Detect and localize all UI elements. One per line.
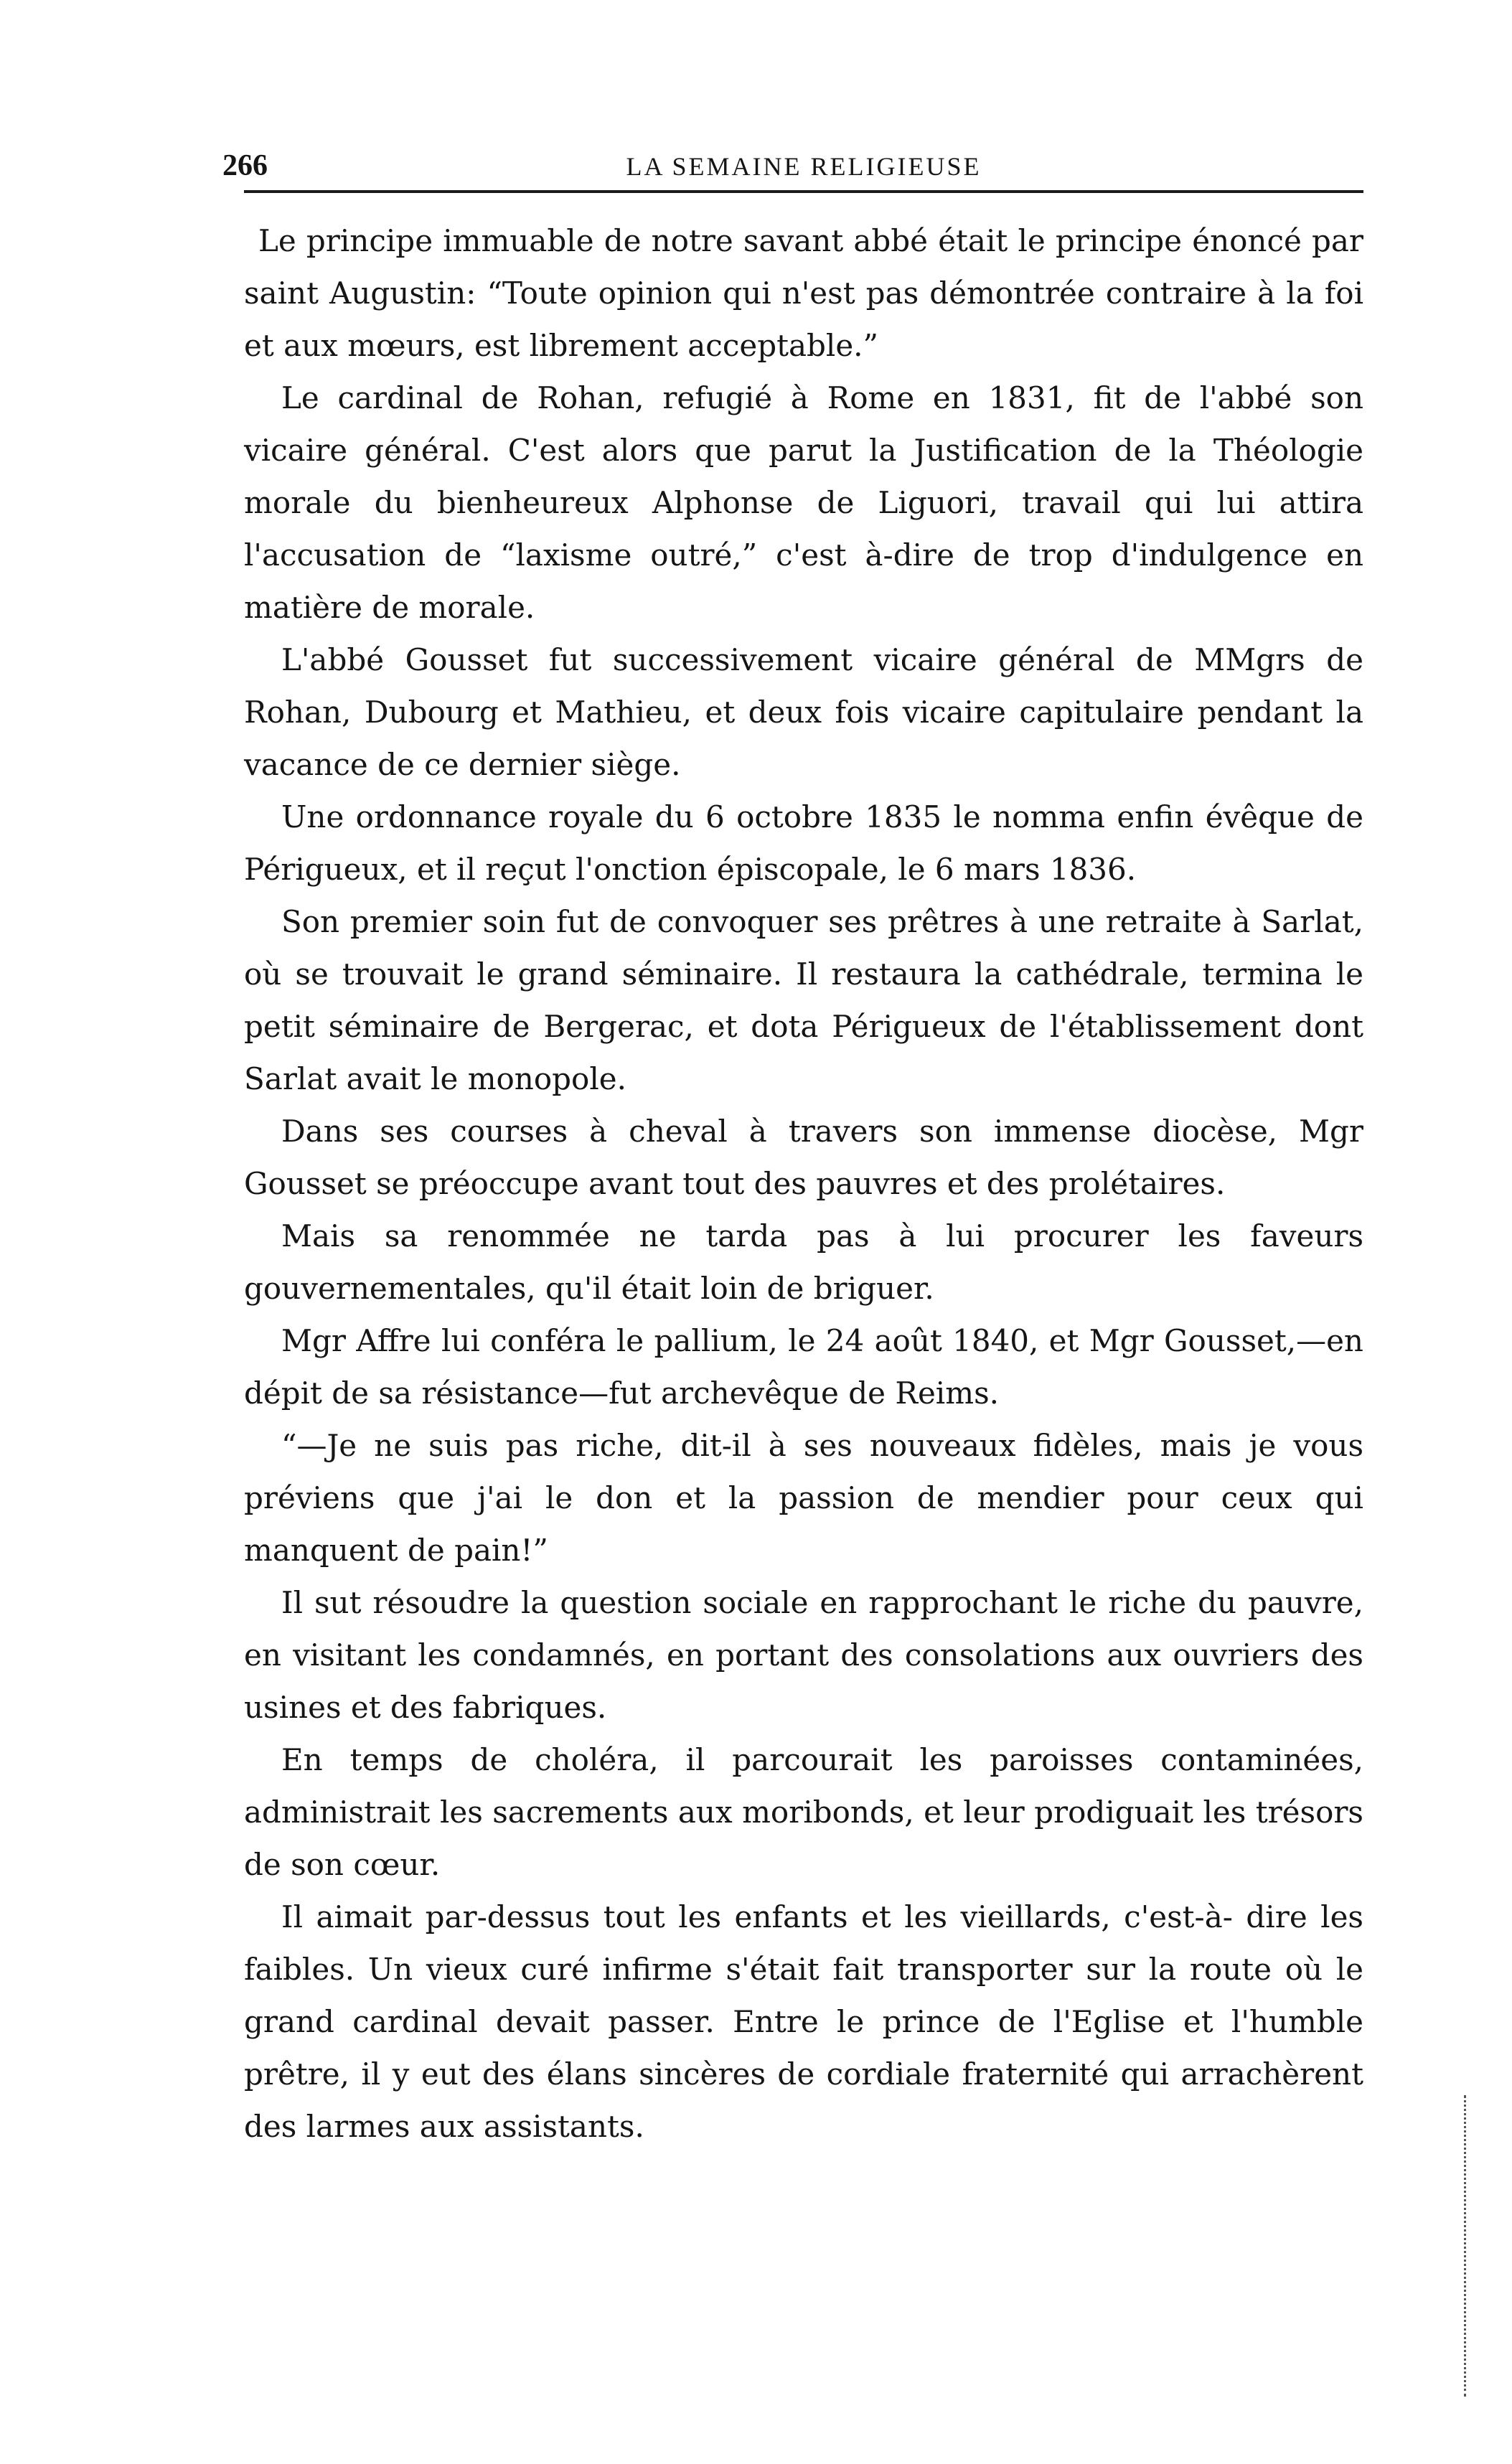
running-title: LA SEMAINE RELIGIEUSE: [626, 152, 982, 181]
text-line: Gousset,—en dépit de sa résistance—fut archevêque de Reims.: [244, 1323, 1363, 1411]
text-line: de l'Eglise et l'humble prêtre, il y eut des élans sincères de: [244, 2004, 1363, 2092]
text-line: les trésors de son cœur.: [244, 1795, 1363, 1882]
text-line: son vicaire général. C'est alors que parut la Justification de la: [244, 380, 1363, 468]
text-line: à Sarlat, où se trouvait le grand séminaire. Il restaura la: [244, 904, 1363, 992]
paragraph: [244, 634, 1363, 791]
paragraph: [244, 1210, 1363, 1315]
text-line: L'abbé Gousset fut successivement vicaire général de MMgrs: [281, 642, 1305, 677]
text-line: Il aimait par-dessus tout les enfants et les vieillards, c'est-à-: [281, 1899, 1233, 1934]
text-line: En temps de choléra, il parcourait les paroisses contaminées,: [281, 1742, 1363, 1777]
paragraph: [244, 1734, 1363, 1891]
text-line: énoncé par saint Augustin: “Toute opinion qui n'est pas: [244, 223, 1364, 311]
text-line: Mais sa renommée ne tarda pas à lui procurer les faveurs: [281, 1218, 1363, 1254]
text-line: Périgueux de l'établissement dont Sarlat avait le monopole.: [244, 1009, 1363, 1096]
text-line: aux ouvriers des usines et des fabriques.: [244, 1637, 1363, 1725]
text-line: administrait les sacrements aux moribonds, et leur prodiguait: [244, 1795, 1193, 1830]
text-line: gouvernementales, qu'il était loin de briguer.: [244, 1271, 934, 1306]
text-line: prolétaires.: [1048, 1166, 1226, 1201]
body-text: [244, 215, 1363, 2153]
paragraph: [244, 372, 1363, 634]
text-line: cordiale fraternité qui arrachèrent des larmes aux assistants.: [244, 2056, 1363, 2144]
text-line: mars 1836.: [964, 852, 1137, 887]
scan-edge-mark: [1464, 2095, 1469, 2397]
text-line: Une ordonnance royale du 6 octobre 1835 le nomma enfin: [281, 799, 1194, 834]
text-line: Mgr Affre lui conféra le pallium, le 24 août 1840, et Mgr: [281, 1323, 1154, 1358]
text-line: Il sut résoudre la question sociale en rapprochant le riche du: [281, 1585, 1237, 1620]
paragraph: [244, 791, 1363, 895]
running-head: [222, 147, 1363, 193]
paragraph: [244, 1315, 1363, 1419]
text-line: de trop d'indulgence en matière de morale.: [244, 537, 1364, 625]
text-line: pendant la vacance de ce dernier siège.: [244, 695, 1363, 782]
text-line: acceptable.”: [687, 328, 878, 363]
document-page: [222, 147, 1364, 2153]
text-line: sur la route où le grand cardinal devait passer. Entre le prince: [244, 1952, 1364, 2039]
paragraph: [244, 895, 1363, 1105]
text-line: ceux qui manquent de pain!”: [244, 1480, 1363, 1568]
text-line: pauvre, en visitant les condamnés, en portant des consolations: [244, 1585, 1363, 1673]
paragraph: [244, 1419, 1363, 1576]
text-line: Théologie morale du bienheureux Alphonse de Liguori, travail qui lui attira l'accusation de “laxisme outré,” c'est à-dire: [244, 433, 1364, 573]
paragraph: [244, 1105, 1363, 1210]
paragraph: [244, 1891, 1363, 2153]
text-line: Dans ses courses à cheval à travers son immense diocèse,: [281, 1114, 1278, 1149]
text-line: de Rohan, Dubourg et Mathieu, et deux fois vicaire capitulaire: [244, 642, 1364, 730]
text-line: cathédrale, termina le petit séminaire de Bergerac, et dota: [244, 956, 1363, 1044]
text-line: Le cardinal de Rohan, refugié à Rome en 1831, fit de l'abbé: [281, 380, 1292, 415]
text-line: évêque de Périgueux, et il reçut l'onction épiscopale, le 6: [244, 799, 1363, 887]
paragraph: [244, 1576, 1363, 1734]
text-line: “—Je ne suis pas riche, dit-il à ses nouveaux fidèles, mais: [281, 1428, 1232, 1463]
text-line: Mgr Gousset se préoccupe avant tout des pauvres et des: [244, 1114, 1363, 1201]
text-line: Son premier soin fut de convoquer ses prêtres à une retraite: [281, 904, 1222, 939]
page-number: 266: [222, 149, 268, 182]
text-line: démontrée contraire à la foi et aux mœurs, est librement: [244, 276, 1363, 363]
paragraph: [244, 215, 1363, 372]
text-line: je vous préviens que j'ai le don et la passion de mendier pour: [244, 1428, 1364, 1515]
text-line: dire les faibles. Un vieux curé infirme s'était fait transporter: [244, 1899, 1363, 1987]
text-line: Le principe immuable de notre savant abbé était le principe: [258, 223, 1183, 258]
